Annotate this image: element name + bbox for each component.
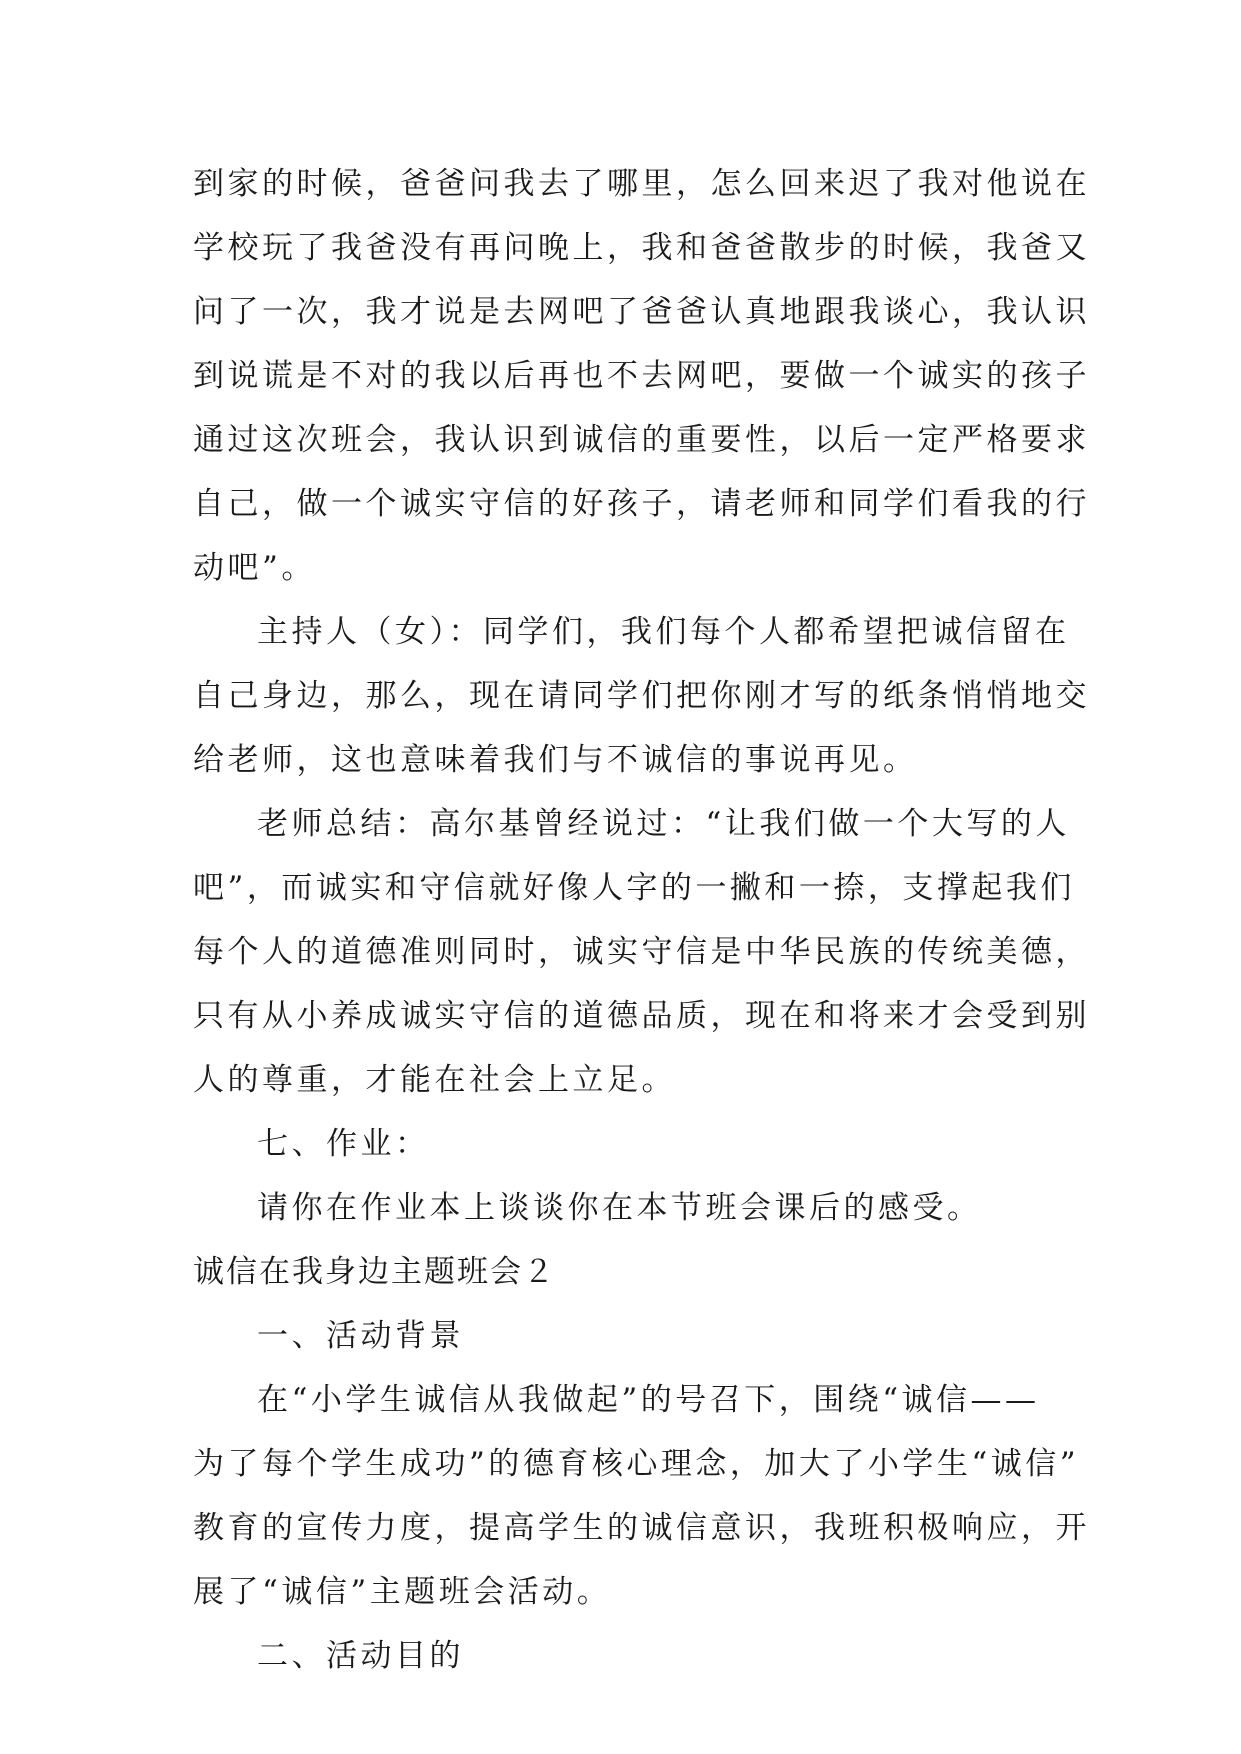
- paragraph-line: 学校玩了我爸没有再问晚上，我和爸爸散步的时候，我爸又: [193, 230, 1090, 266]
- host-paragraph-line: 自己身边，那么，现在请同学们把你刚才写的纸条悄悄地交: [193, 678, 1090, 714]
- background-line: 在“小学生诚信从我做起”的号召下，围绕“诚信——: [257, 1382, 1040, 1418]
- section-heading-homework: 七、作业：: [257, 1126, 430, 1162]
- teacher-summary-line: 吧”，而诚实和守信就好像人字的一撇和一捺，支撑起我们: [193, 870, 1075, 906]
- homework-line: 请你在作业本上谈谈你在本节班会课后的感受。: [257, 1190, 982, 1226]
- background-line: 为了每个学生成功”的德育核心理念，加大了小学生“诚信”: [193, 1446, 1080, 1482]
- paragraph-line: 通过这次班会，我认识到诚信的重要性，以后一定严格要求: [193, 422, 1090, 458]
- background-line: 展了“诚信”主题班会活动。: [193, 1574, 612, 1610]
- paragraph-line: 问了一次，我才说是去网吧了爸爸认真地跟我谈心，我认识: [193, 294, 1090, 330]
- background-line: 教育的宣传力度，提高学生的诚信意识，我班积极响应，开: [193, 1510, 1090, 1546]
- document-title: 诚信在我身边主题班会２: [193, 1254, 556, 1290]
- teacher-summary-line: 老师总结：高尔基曾经说过：“让我们做一个大写的人: [257, 806, 1070, 842]
- paragraph-line: 动吧”。: [193, 550, 316, 586]
- host-paragraph-line: 主持人（女）：同学们，我们每个人都希望把诚信留在: [257, 614, 1070, 650]
- paragraph-line: 到说谎是不对的我以后再也不去网吧，要做一个诚实的孩子: [193, 358, 1090, 394]
- document-body: [193, 152, 1090, 1688]
- paragraph-line: 到家的时候，爸爸问我去了哪里，怎么回来迟了我对他说在: [193, 166, 1090, 202]
- paragraph-line: 自己，做一个诚实守信的好孩子，请老师和同学们看我的行: [193, 486, 1090, 522]
- teacher-summary-line: 人的尊重，才能在社会上立足。: [193, 1062, 676, 1098]
- section-heading-background: 一、活动背景: [257, 1318, 464, 1354]
- host-paragraph-line: 给老师，这也意味着我们与不诚信的事说再见。: [193, 742, 918, 778]
- teacher-summary-line: 只有从小养成诚实守信的道德品质，现在和将来才会受到别: [193, 998, 1090, 1034]
- teacher-summary-line: 每个人的道德准则同时，诚实守信是中华民族的传统美德，: [193, 934, 1090, 970]
- section-heading-purpose: 二、活动目的: [257, 1638, 464, 1674]
